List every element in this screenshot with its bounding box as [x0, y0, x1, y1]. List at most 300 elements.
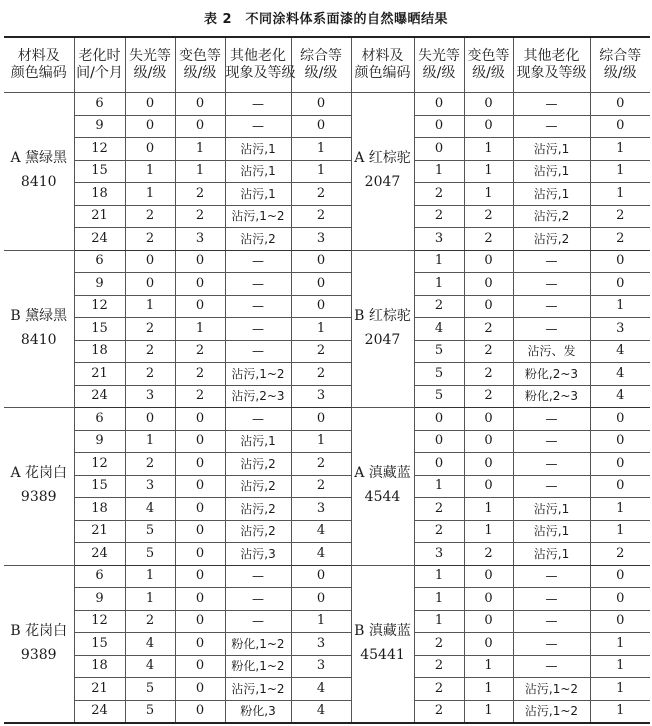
gloss-loss-grade-right: 2 — [414, 520, 464, 543]
color-change-grade-right: 1 — [464, 498, 513, 521]
color-change-grade-right: 0 — [464, 115, 513, 138]
color-change-grade: 0 — [175, 520, 225, 543]
overall-grade-right: 0 — [590, 115, 650, 138]
gloss-loss-grade-right: 0 — [414, 93, 464, 116]
overall-grade: 0 — [291, 250, 351, 273]
gloss-loss-grade-right: 2 — [414, 655, 464, 678]
color-change-grade: 0 — [175, 115, 225, 138]
overall-grade: 4 — [291, 678, 351, 701]
table-row — [4, 655, 650, 678]
aging-time: 21 — [74, 363, 125, 386]
header-line-1: 材料及 — [17, 48, 60, 65]
aging-time: 24 — [74, 700, 125, 723]
color-change-grade-right: 0 — [464, 250, 513, 273]
gloss-loss-grade-right: 0 — [414, 408, 464, 431]
header-line-2: 级/级 — [422, 65, 456, 81]
overall-grade-right: 1 — [590, 498, 650, 521]
color-change-grade-right: 0 — [464, 430, 513, 453]
table-row — [4, 498, 650, 521]
gloss-loss-grade-right: 1 — [414, 250, 464, 273]
aging-time: 24 — [74, 543, 125, 566]
header-line-1: 失光等 — [418, 48, 460, 65]
overall-grade: 0 — [291, 93, 351, 116]
overall-grade: 1 — [291, 610, 351, 633]
other-aging-phenomena: 沾污,1 — [225, 160, 291, 183]
overall-grade-right: 0 — [590, 610, 650, 633]
table-row — [4, 453, 650, 476]
other-header — [225, 37, 296, 93]
color-header-right — [464, 37, 513, 93]
table-row — [4, 138, 650, 161]
overall-grade: 2 — [291, 183, 351, 206]
other-aging-phenomena-right: — — [513, 565, 590, 588]
table-row — [4, 610, 650, 633]
table-header — [4, 37, 650, 93]
other-aging-phenomena-right: — — [513, 93, 590, 116]
gloss-loss-grade: 3 — [125, 385, 175, 408]
gloss-loss-grade: 2 — [125, 318, 175, 341]
overall-grade: 1 — [291, 430, 351, 453]
other-aging-phenomena: 粉化,1~2 — [225, 655, 291, 678]
color-change-grade-right: 2 — [464, 543, 513, 566]
aging-time: 9 — [74, 273, 125, 296]
overall-grade: 2 — [291, 453, 351, 476]
header-line-1: 综合等 — [599, 48, 642, 65]
material-left: A 黛绿黑 8410 — [4, 93, 74, 251]
gloss-loss-grade: 5 — [125, 700, 175, 723]
overall-grade: 2 — [291, 340, 351, 363]
color-change-grade-right: 0 — [464, 273, 513, 296]
color-change-grade: 0 — [175, 655, 225, 678]
color-change-grade-right: 0 — [464, 93, 513, 116]
color-change-grade: 0 — [175, 610, 225, 633]
color-change-grade: 0 — [175, 295, 225, 318]
color-change-grade-right: 0 — [464, 633, 513, 656]
other-aging-phenomena: — — [225, 340, 291, 363]
material-left: B 花岗白 9389 — [4, 565, 74, 723]
table-row — [4, 543, 650, 566]
aging-time: 18 — [74, 340, 125, 363]
color-change-grade: 0 — [175, 498, 225, 521]
other-aging-phenomena-right: — — [513, 453, 590, 476]
gloss-loss-grade-right: 1 — [414, 610, 464, 633]
aging-time: 21 — [74, 205, 125, 228]
color-change-grade: 0 — [175, 475, 225, 498]
aging-time: 21 — [74, 678, 125, 701]
header-line-2: 颜色编码 — [354, 65, 411, 81]
overall-grade: 1 — [291, 160, 351, 183]
color-change-grade: 0 — [175, 250, 225, 273]
other-aging-phenomena-right: — — [513, 475, 590, 498]
header-line-1: 其他老化 — [230, 48, 286, 65]
header-line-1: 材料及 — [361, 48, 404, 65]
gloss-loss-grade-right: 4 — [414, 318, 464, 341]
overall-grade-right: 2 — [590, 228, 650, 251]
aging-time: 12 — [74, 610, 125, 633]
gloss-loss-grade: 0 — [125, 250, 175, 273]
color-change-grade-right: 0 — [464, 453, 513, 476]
gloss-loss-grade: 1 — [125, 430, 175, 453]
table-row — [4, 250, 650, 273]
header-line-2: 级/级 — [603, 65, 637, 81]
material-right: B 滇藏蓝 45441 — [351, 565, 414, 723]
color-change-grade: 2 — [175, 183, 225, 206]
other-aging-phenomena-right: 沾污,2 — [513, 228, 590, 251]
material-header — [4, 37, 74, 93]
aging-time: 18 — [74, 183, 125, 206]
aging-time: 12 — [74, 295, 125, 318]
gloss-loss-grade: 1 — [125, 160, 175, 183]
material-left: A 花岗白 9389 — [4, 408, 74, 566]
overall-grade: 2 — [291, 475, 351, 498]
color-change-grade: 0 — [175, 408, 225, 431]
other-header-right — [513, 37, 590, 93]
gloss-loss-grade-right: 3 — [414, 543, 464, 566]
table-row — [4, 633, 650, 656]
header-line-1: 老化时 — [78, 48, 121, 65]
other-aging-phenomena-right: 沾污,1 — [513, 183, 590, 206]
overall-grade: 3 — [291, 655, 351, 678]
color-change-grade: 2 — [175, 363, 225, 386]
gloss-loss-grade: 0 — [125, 138, 175, 161]
color-change-grade: 3 — [175, 228, 225, 251]
other-aging-phenomena: 粉化,1~2 — [225, 633, 291, 656]
overall-grade-right: 1 — [590, 138, 650, 161]
material-header-right — [351, 37, 414, 93]
overall-grade-right: 2 — [590, 205, 650, 228]
color-change-grade-right: 1 — [464, 160, 513, 183]
color-change-grade-right: 1 — [464, 678, 513, 701]
other-aging-phenomena-right: — — [513, 273, 590, 296]
color-change-grade-right: 1 — [464, 520, 513, 543]
aging-time: 6 — [74, 565, 125, 588]
color-change-grade: 0 — [175, 633, 225, 656]
overall-grade: 0 — [291, 295, 351, 318]
color-change-grade-right: 2 — [464, 318, 513, 341]
table-row — [4, 228, 650, 251]
aging-time: 24 — [74, 385, 125, 408]
other-aging-phenomena: 沾污,2 — [225, 520, 291, 543]
aging-time: 9 — [74, 430, 125, 453]
table-row — [4, 385, 650, 408]
gloss-loss-grade: 1 — [125, 565, 175, 588]
header-line-2: 级/级 — [304, 65, 338, 81]
aging-time: 12 — [74, 453, 125, 476]
aging-time: 6 — [74, 250, 125, 273]
other-aging-phenomena: 沾污,1~2 — [225, 678, 291, 701]
overall-grade-right: 4 — [590, 363, 650, 386]
other-aging-phenomena-right: — — [513, 430, 590, 453]
overall-grade-right: 4 — [590, 385, 650, 408]
color-change-grade: 0 — [175, 700, 225, 723]
other-aging-phenomena: 沾污,2 — [225, 453, 291, 476]
color-change-grade: 2 — [175, 205, 225, 228]
table-row — [4, 318, 650, 341]
table-row — [4, 678, 650, 701]
overall-grade-right: 4 — [590, 340, 650, 363]
aging-time: 24 — [74, 228, 125, 251]
other-aging-phenomena-right: 沾污、发 — [513, 340, 590, 363]
overall-grade-right: 0 — [590, 408, 650, 431]
other-aging-phenomena-right: — — [513, 633, 590, 656]
gloss-loss-grade: 2 — [125, 363, 175, 386]
aging-time: 21 — [74, 520, 125, 543]
other-aging-phenomena-right: 沾污,1 — [513, 138, 590, 161]
overall-grade: 3 — [291, 385, 351, 408]
color-change-grade-right: 2 — [464, 228, 513, 251]
aging-time: 15 — [74, 633, 125, 656]
overall-grade-right: 1 — [590, 160, 650, 183]
gloss-loss-grade-right: 1 — [414, 273, 464, 296]
aging-time: 6 — [74, 408, 125, 431]
other-aging-phenomena: — — [225, 250, 291, 273]
gloss-loss-grade: 2 — [125, 453, 175, 476]
gloss-loss-grade: 4 — [125, 633, 175, 656]
other-aging-phenomena: — — [225, 565, 291, 588]
material-right: A 滇藏蓝 4544 — [351, 408, 414, 566]
other-aging-phenomena-right: 沾污,1~2 — [513, 700, 590, 723]
other-aging-phenomena: 沾污,3 — [225, 543, 291, 566]
gloss-loss-grade-right: 0 — [414, 138, 464, 161]
overall-grade: 4 — [291, 520, 351, 543]
overall-grade-right: 0 — [590, 588, 650, 611]
other-aging-phenomena-right: 粉化,2~3 — [513, 363, 590, 386]
gloss-loss-grade: 0 — [125, 273, 175, 296]
table-row — [4, 430, 650, 453]
aging-time: 18 — [74, 498, 125, 521]
header-line-2: 现象及等级 — [225, 65, 296, 81]
gloss-loss-grade: 5 — [125, 678, 175, 701]
aging-time: 15 — [74, 160, 125, 183]
gloss-loss-grade-right: 3 — [414, 228, 464, 251]
gloss-loss-grade: 4 — [125, 655, 175, 678]
table-row — [4, 408, 650, 431]
gloss-loss-grade: 5 — [125, 520, 175, 543]
gloss-loss-grade: 1 — [125, 588, 175, 611]
gloss-loss-grade-right: 5 — [414, 363, 464, 386]
other-aging-phenomena: — — [225, 610, 291, 633]
table-caption: 表 2 不同涂料体系面漆的自然曝晒结果 — [203, 12, 449, 27]
color-change-grade-right: 1 — [464, 138, 513, 161]
gloss-loss-grade: 0 — [125, 408, 175, 431]
other-aging-phenomena: 沾污,2 — [225, 228, 291, 251]
overall-grade-right: 0 — [590, 273, 650, 296]
gloss-loss-grade-right: 2 — [414, 498, 464, 521]
header-line-2: 级/级 — [472, 65, 505, 81]
table-row — [4, 93, 650, 116]
other-aging-phenomena: 沾污,2 — [225, 498, 291, 521]
gloss-loss-grade-right: 2 — [414, 700, 464, 723]
gloss-loss-grade-right: 0 — [414, 430, 464, 453]
table-row — [4, 475, 650, 498]
overall-grade: 1 — [291, 138, 351, 161]
table-row — [4, 363, 650, 386]
other-aging-phenomena-right: — — [513, 250, 590, 273]
color-change-grade: 0 — [175, 543, 225, 566]
overall-grade-right: 1 — [590, 655, 650, 678]
other-aging-phenomena-right: 粉化,2~3 — [513, 385, 590, 408]
color-change-grade: 1 — [175, 160, 225, 183]
overall-grade: 4 — [291, 543, 351, 566]
gloss-loss-grade-right: 0 — [414, 453, 464, 476]
other-aging-phenomena-right: — — [513, 318, 590, 341]
other-aging-phenomena: — — [225, 115, 291, 138]
color-change-grade: 0 — [175, 453, 225, 476]
other-aging-phenomena-right: — — [513, 408, 590, 431]
material-left: B 黛绿黑 8410 — [4, 250, 74, 408]
overall-grade-right: 2 — [590, 543, 650, 566]
table-row — [4, 160, 650, 183]
color-change-grade-right: 1 — [464, 700, 513, 723]
gloss-loss-grade: 4 — [125, 498, 175, 521]
color-change-grade: 0 — [175, 430, 225, 453]
color-change-grade-right: 0 — [464, 475, 513, 498]
header-line-1: 其他老化 — [523, 48, 580, 65]
color-change-grade-right: 2 — [464, 340, 513, 363]
other-aging-phenomena-right: — — [513, 655, 590, 678]
color-change-grade-right: 1 — [464, 183, 513, 206]
material-right: B 红棕驼 2047 — [351, 250, 414, 408]
gloss-loss-grade-right: 2 — [414, 295, 464, 318]
color-change-grade-right: 0 — [464, 565, 513, 588]
color-change-grade-right: 0 — [464, 408, 513, 431]
aging-time: 15 — [74, 318, 125, 341]
color-change-grade-right: 2 — [464, 363, 513, 386]
color-change-grade: 1 — [175, 138, 225, 161]
overall-grade: 2 — [291, 363, 351, 386]
other-aging-phenomena-right: — — [513, 588, 590, 611]
gloss-loss-grade: 3 — [125, 475, 175, 498]
other-aging-phenomena-right: 沾污,1 — [513, 160, 590, 183]
overall-grade: 0 — [291, 565, 351, 588]
other-aging-phenomena-right: 沾污,2 — [513, 205, 590, 228]
overall-grade: 0 — [291, 273, 351, 296]
aging-time: 15 — [74, 475, 125, 498]
other-aging-phenomena: 沾污,2 — [225, 475, 291, 498]
gloss-loss-grade: 2 — [125, 340, 175, 363]
other-aging-phenomena-right: — — [513, 295, 590, 318]
other-aging-phenomena: 粉化,3 — [225, 700, 291, 723]
table-row — [4, 340, 650, 363]
color-change-grade-right: 0 — [464, 588, 513, 611]
other-aging-phenomena-right: 沾污,1 — [513, 520, 590, 543]
table-row — [4, 700, 650, 723]
gloss-header-right — [414, 37, 464, 93]
table-row — [4, 520, 650, 543]
header-line-2: 颜色编码 — [10, 65, 67, 81]
header-line-2: 间/个月 — [76, 65, 123, 81]
color-change-grade: 0 — [175, 565, 225, 588]
gloss-loss-grade: 1 — [125, 295, 175, 318]
overall-grade-right: 1 — [590, 633, 650, 656]
color-change-grade: 0 — [175, 93, 225, 116]
gloss-loss-grade-right: 2 — [414, 633, 464, 656]
overall-grade: 3 — [291, 498, 351, 521]
overall-grade-right: 1 — [590, 700, 650, 723]
color-change-grade: 1 — [175, 318, 225, 341]
header-line-1: 变色等 — [467, 48, 510, 65]
time-header — [74, 37, 125, 93]
aging-time: 18 — [74, 655, 125, 678]
overall-grade-right: 0 — [590, 430, 650, 453]
overall-grade: 4 — [291, 700, 351, 723]
gloss-header — [125, 37, 175, 93]
other-aging-phenomena: 沾污,1~2 — [225, 363, 291, 386]
gloss-loss-grade-right: 1 — [414, 565, 464, 588]
other-aging-phenomena: 沾污,1~2 — [225, 205, 291, 228]
color-change-grade: 0 — [175, 678, 225, 701]
color-change-grade: 2 — [175, 340, 225, 363]
header-line-2: 现象及等级 — [516, 65, 587, 81]
color-change-grade: 2 — [175, 385, 225, 408]
other-aging-phenomena: — — [225, 295, 291, 318]
other-aging-phenomena: 沾污,2~3 — [225, 385, 291, 408]
other-aging-phenomena-right: — — [513, 610, 590, 633]
overall-grade-right: 0 — [590, 453, 650, 476]
table-row — [4, 588, 650, 611]
table-row — [4, 205, 650, 228]
gloss-loss-grade: 0 — [125, 93, 175, 116]
overall-header-right — [590, 37, 650, 93]
gloss-loss-grade-right: 0 — [414, 115, 464, 138]
other-aging-phenomena: — — [225, 273, 291, 296]
overall-grade-right: 1 — [590, 678, 650, 701]
other-aging-phenomena-right: 沾污,1 — [513, 498, 590, 521]
gloss-loss-grade: 2 — [125, 205, 175, 228]
gloss-loss-grade-right: 2 — [414, 678, 464, 701]
gloss-loss-grade-right: 2 — [414, 205, 464, 228]
color-change-grade-right: 0 — [464, 295, 513, 318]
gloss-loss-grade-right: 1 — [414, 475, 464, 498]
gloss-loss-grade: 2 — [125, 610, 175, 633]
color-change-grade: 0 — [175, 273, 225, 296]
overall-grade-right: 1 — [590, 520, 650, 543]
gloss-loss-grade: 0 — [125, 115, 175, 138]
color-change-grade-right: 1 — [464, 655, 513, 678]
overall-grade-right: 0 — [590, 475, 650, 498]
color-change-grade-right: 2 — [464, 205, 513, 228]
other-aging-phenomena: — — [225, 318, 291, 341]
table-row — [4, 273, 650, 296]
gloss-loss-grade: 2 — [125, 228, 175, 251]
other-aging-phenomena-right: 沾污,1 — [513, 543, 590, 566]
other-aging-phenomena: — — [225, 588, 291, 611]
aging-time: 6 — [74, 93, 125, 116]
table-row — [4, 295, 650, 318]
gloss-loss-grade-right: 2 — [414, 183, 464, 206]
color-header — [175, 37, 225, 93]
other-aging-phenomena: — — [225, 408, 291, 431]
color-change-grade-right: 0 — [464, 610, 513, 633]
header-line-1: 变色等 — [179, 48, 221, 65]
overall-grade: 0 — [291, 408, 351, 431]
other-aging-phenomena-right: — — [513, 115, 590, 138]
other-aging-phenomena-right: 沾污,1~2 — [513, 678, 590, 701]
other-aging-phenomena: 沾污,1 — [225, 138, 291, 161]
table-row — [4, 565, 650, 588]
header-line-2: 级/级 — [133, 65, 167, 81]
overall-grade-right: 0 — [590, 250, 650, 273]
header-line-1: 失光等 — [129, 48, 171, 65]
aging-time: 9 — [74, 588, 125, 611]
aging-time: 9 — [74, 115, 125, 138]
overall-grade-right: 1 — [590, 295, 650, 318]
overall-grade-right: 0 — [590, 565, 650, 588]
other-aging-phenomena: — — [225, 93, 291, 116]
overall-grade: 0 — [291, 588, 351, 611]
color-change-grade: 0 — [175, 588, 225, 611]
header-line-1: 综合等 — [300, 48, 342, 65]
